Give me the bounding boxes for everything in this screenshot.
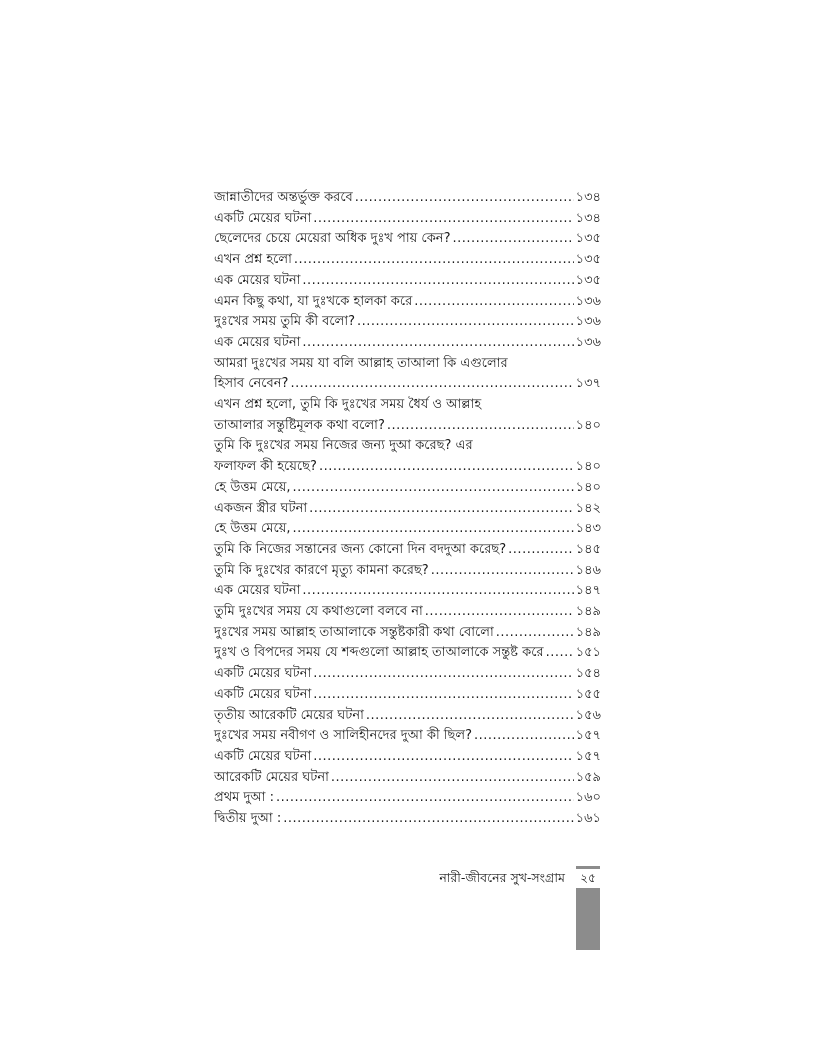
toc-entry-title: এখন প্রশ্ন হলো, তুমি কি দুঃখের সময় ধৈর্য ও আল্লাহ (214, 397, 482, 413)
toc-entry-title: এক মেয়ের ঘটনা (214, 334, 301, 350)
toc-entry (214, 229, 601, 250)
toc-page-number: ১৬১ (575, 811, 601, 827)
toc-entry-title: এমন কিছু কথা, যা দুঃখকে হালকা করে (214, 293, 413, 309)
toc-leader-dots (276, 788, 574, 809)
toc-leader-dots (313, 664, 573, 685)
toc-entry-title: হে উত্তম মেয়ে, (214, 521, 291, 537)
toc-page-number: ১৪৯ (575, 624, 601, 640)
toc-leader-dots (294, 250, 574, 271)
toc-leader-dots (290, 374, 573, 395)
toc-entry-line (214, 685, 601, 706)
toc-entry-line (214, 188, 601, 209)
toc-entry (214, 312, 601, 333)
toc-leader-dots (302, 333, 573, 354)
toc-page-number: ১৫৭ (575, 728, 601, 744)
toc-entry-title: এক মেয়ের ঘটনা (214, 583, 301, 599)
toc-entry-line (214, 333, 601, 354)
toc-page-number: ১৪৬ (575, 562, 601, 578)
toc-entry-title: হে উত্তম মেয়ে, (214, 479, 291, 495)
toc-entry (214, 271, 601, 292)
toc-entry (214, 478, 601, 499)
toc-leader-dots (302, 271, 573, 292)
toc-entry-line (214, 271, 601, 292)
toc-entry (214, 623, 601, 644)
toc-leader-dots (331, 768, 574, 789)
toc-entry-line (214, 747, 601, 768)
toc-entry (214, 250, 601, 271)
toc-entry (214, 519, 601, 540)
toc-entry (214, 726, 601, 747)
toc-page-number: ১৪৯ (575, 604, 601, 620)
toc-entry-line (214, 664, 601, 685)
toc-entry-title: এক মেয়ের ঘটনা (214, 272, 301, 288)
toc-entry-title: তুমি দুঃখের সময় যে কথাগুলো বলবে না (214, 604, 423, 620)
toc-leader-dots (387, 416, 574, 437)
toc-page-number: ১৩৫ (575, 231, 601, 247)
toc-page-number: ১৪৫ (575, 541, 601, 557)
toc-page-number: ১৪৭ (575, 583, 601, 599)
toc-page-number: ১৪০ (575, 417, 601, 433)
toc-entry (214, 292, 601, 313)
toc-entry-line (214, 478, 601, 499)
toc-entry-title: তুমি কি দুঃখের কারণে মৃত্যু কামনা করেছ? (214, 562, 429, 578)
toc-page-number: ১৪০ (575, 459, 601, 475)
toc-entry-line (214, 457, 601, 478)
toc-leader-dots (355, 188, 574, 209)
toc-entry-title: হিসাব নেবেন? (214, 376, 289, 392)
toc-entry-title: আরেকটি মেয়ের ঘটনা (214, 769, 329, 785)
toc-entry-line (214, 209, 601, 230)
toc-leader-dots (508, 540, 574, 561)
toc-entry-line (214, 292, 601, 313)
toc-page-number: ১৫৬ (575, 707, 601, 723)
table-of-contents (214, 188, 601, 830)
toc-entry-line (214, 436, 601, 457)
toc-entry-title: জান্নাতীদের অন্তর্ভুক্ত করবে (214, 190, 353, 205)
toc-leader-dots (496, 623, 574, 644)
toc-leader-dots (414, 292, 573, 313)
toc-leader-dots (546, 643, 574, 664)
toc-entry-title: ফলাফল কী হয়েছে? (214, 459, 317, 475)
toc-page-number: ১৬০ (575, 790, 601, 806)
toc-entry-line (214, 499, 601, 520)
toc-entry (214, 395, 601, 436)
toc-entry (214, 664, 601, 685)
toc-entry-line (214, 809, 601, 830)
toc-entry-line (214, 395, 601, 416)
toc-leader-dots (309, 499, 574, 520)
toc-entry-line (214, 229, 601, 250)
toc-entry-line (214, 726, 601, 747)
toc-entry-line (214, 768, 601, 789)
toc-entry (214, 354, 601, 395)
toc-page-number: ১৪২ (575, 500, 601, 516)
toc-leader-dots (283, 809, 573, 830)
toc-entry (214, 209, 601, 230)
toc-leader-dots (431, 561, 574, 582)
toc-entry-title: একজন স্ত্রীর ঘটনা (214, 500, 308, 516)
toc-entry (214, 561, 601, 582)
toc-leader-dots (319, 457, 574, 478)
toc-page-number: ১৫৯ (575, 769, 601, 785)
toc-entry (214, 602, 601, 623)
toc-entry (214, 706, 601, 727)
toc-entry-line (214, 581, 601, 602)
toc-leader-dots (357, 312, 574, 333)
toc-entry-title: একটি মেয়ের ঘটনা (214, 748, 312, 764)
toc-entry-title: তুমি কি দুঃখের সময় নিজের জন্য দুআ করেছ? এর (214, 438, 473, 454)
toc-page-number: ১৩৬ (575, 314, 601, 330)
running-footer-book-title: নারী-জীবনের সুখ-সংগ্রাম (439, 870, 565, 885)
toc-entry-title: একটি মেয়ের ঘটনা (214, 210, 312, 226)
toc-entry-title: তৃতীয় আরেকটি মেয়ের ঘটনা (214, 707, 364, 723)
toc-entry-line (214, 540, 601, 561)
toc-page-number: ১৩৭ (575, 376, 601, 392)
toc-entry (214, 788, 601, 809)
toc-leader-dots (293, 478, 574, 499)
page-number: ২৫ (576, 866, 600, 888)
toc-page-number: ১৩৫ (575, 252, 601, 268)
toc-entry (214, 436, 601, 477)
toc-entry-title: তাআলার সন্তুষ্টিমূলক কথা বলো? (214, 417, 385, 433)
toc-entry (214, 581, 601, 602)
toc-entry (214, 188, 601, 209)
page-number-tab (576, 866, 600, 950)
toc-entry-line (214, 354, 601, 375)
toc-entry-line (214, 312, 601, 333)
toc-entry-title: একটি মেয়ের ঘটনা (214, 666, 312, 682)
toc-entry (214, 768, 601, 789)
toc-entry-title: আমরা দুঃখের সময় যা বলি আল্লাহ তাআলা কি এগুলোর (214, 355, 508, 371)
toc-page-number: ১৫৫ (575, 686, 601, 702)
toc-entry (214, 809, 601, 830)
toc-leader-dots (302, 581, 573, 602)
toc-leader-dots (293, 519, 574, 540)
toc-entry (214, 540, 601, 561)
toc-entry-line (214, 561, 601, 582)
toc-leader-dots (313, 685, 573, 706)
toc-entry-title: দুঃখের সময় আল্লাহ তাআলাকে সন্তুষ্টকারী কথা বোলো (214, 624, 494, 640)
toc-leader-dots (313, 209, 573, 230)
toc-entry-line (214, 623, 601, 644)
toc-entry-title: ছেলেদের চেয়ে মেয়েরা অধিক দুঃখ পায় কেন? (214, 231, 451, 247)
toc-page-number: ১৩৪ (575, 190, 601, 205)
toc-entry-line (214, 519, 601, 540)
toc-page-number: ১৩৫ (575, 272, 601, 288)
toc-page-number: ১৩৬ (575, 293, 601, 309)
toc-entry-title: প্রথম দুআ : (214, 790, 274, 806)
toc-entry-title: দুঃখের সময় নবীগণ ও সালিহীনদের দুআ কী ছিল? (214, 728, 472, 744)
toc-entry-line (214, 250, 601, 271)
toc-page-number: ১৩৬ (575, 334, 601, 350)
toc-entry (214, 685, 601, 706)
toc-entry-title: দুঃখের সময় তুমি কী বলো? (214, 314, 355, 330)
toc-entry (214, 643, 601, 664)
toc-entry-line (214, 602, 601, 623)
toc-entry-title: তুমি কি নিজের সন্তানের জন্য কোনো দিন বদদুআ করেছ? (214, 541, 507, 557)
toc-entry-title: এখন প্রশ্ন হলো (214, 252, 292, 268)
toc-page-number: ১৪০ (575, 479, 601, 495)
toc-entry-line (214, 643, 601, 664)
toc-page-number: ১৫৪ (575, 666, 601, 682)
toc-entry-line (214, 374, 601, 395)
toc-page-number: ১৪৩ (575, 521, 601, 537)
toc-entry-line (214, 706, 601, 727)
toc-entry-line (214, 416, 601, 437)
toc-page-number: ১৫১ (575, 645, 601, 661)
toc-entry (214, 499, 601, 520)
toc-entry-line (214, 788, 601, 809)
toc-page-number: ১৩৪ (575, 210, 601, 226)
toc-leader-dots (425, 602, 574, 623)
toc-page-number: ১৫৭ (575, 748, 601, 764)
toc-entry (214, 747, 601, 768)
toc-leader-dots (366, 706, 574, 727)
toc-entry-title: দ্বিতীয় দুআ : (214, 811, 282, 827)
toc-leader-dots (313, 747, 573, 768)
toc-entry-title: দুঃখ ও বিপদের সময় যে শব্দগুলো আল্লাহ তাআলাকে সন্তুষ্ট করে (214, 645, 544, 661)
toc-leader-dots (452, 229, 573, 250)
toc-entry (214, 333, 601, 354)
toc-leader-dots (474, 726, 574, 747)
toc-entry-title: একটি মেয়ের ঘটনা (214, 686, 312, 702)
